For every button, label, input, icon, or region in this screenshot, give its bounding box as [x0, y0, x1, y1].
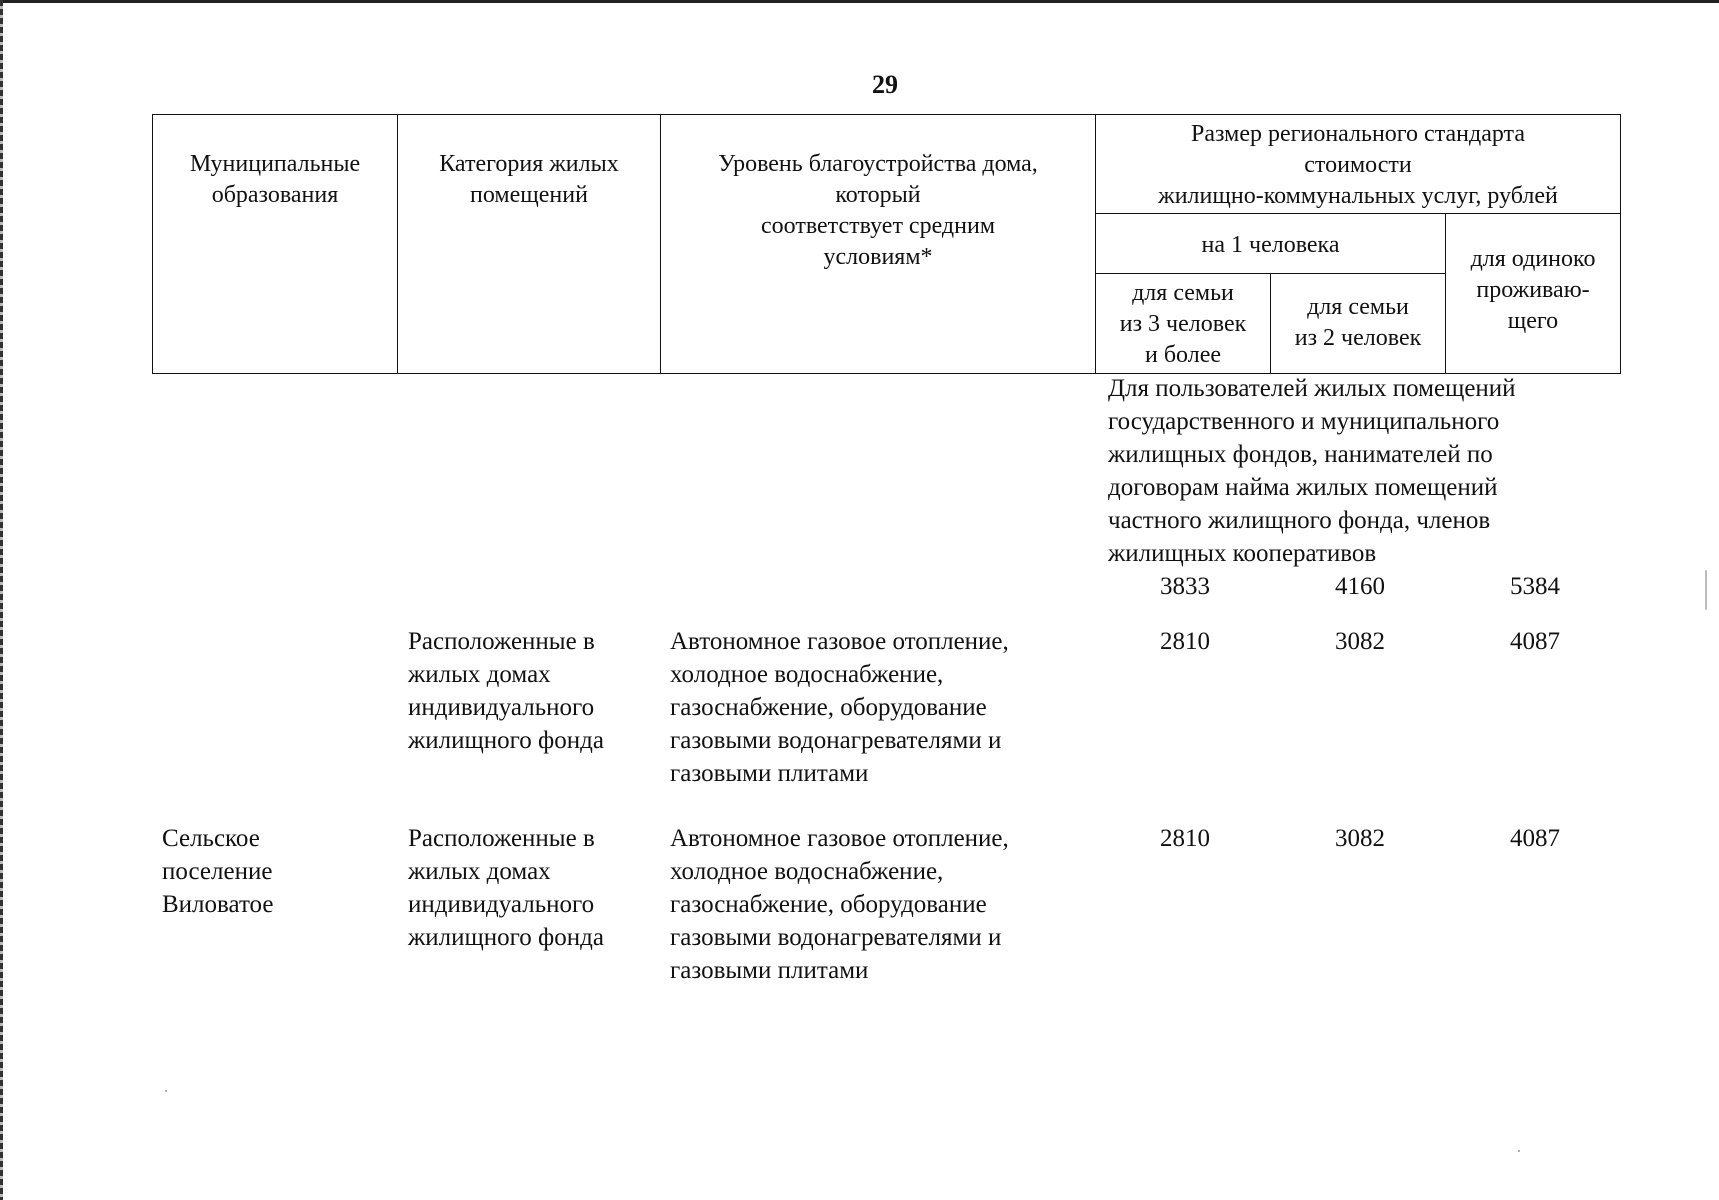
header-family3-line: для семьи [1132, 280, 1234, 306]
header-level-line: который [835, 182, 921, 208]
row-municipality [162, 822, 273, 921]
row-level-line: газовыми водонагревателями и [670, 924, 1002, 951]
header-family2 [1271, 274, 1446, 374]
header-per-person [1096, 214, 1446, 274]
row-municipality-line: поселение [162, 858, 273, 885]
scan-border-left [0, 0, 3, 1200]
row-level-line: холодное водоснабжение, [670, 858, 944, 885]
header-category-label: Категория жилых помещений [439, 151, 619, 208]
page-number: 29 [872, 70, 898, 99]
row-level-line: газовыми плитами [670, 957, 869, 984]
header-per-person-label: на 1 человека [1201, 232, 1340, 258]
users-value-family3: 3833 [1160, 573, 1210, 600]
row-category-line: жилищного фонда [408, 924, 604, 951]
header-size [1096, 115, 1621, 214]
row-level-line: газовыми плитами [670, 760, 869, 787]
users-note-line: жилищных кооперативов [1108, 540, 1377, 567]
users-note-line: жилищных фондов, нанимателей по [1108, 441, 1493, 468]
header-single-line: для одиноко [1470, 246, 1596, 272]
table-header [152, 114, 1621, 374]
row-level [670, 625, 1009, 790]
row-level-line: Автономное газовое отопление, [670, 628, 1009, 655]
row-category [408, 822, 604, 954]
row-category [408, 625, 604, 757]
header-family3-line: из 3 человек [1119, 311, 1247, 337]
header-level-line: соответствует средним [761, 213, 995, 239]
users-note-line: государственного и муниципального [1108, 408, 1500, 435]
users-note-line: договорам найма жилых помещений [1108, 474, 1498, 501]
header-municipal [153, 115, 398, 374]
header-level-line: условиям* [823, 244, 933, 270]
header-single-line: щего [1507, 308, 1559, 334]
header-level [661, 115, 1096, 374]
users-value-family2: 4160 [1335, 573, 1385, 600]
row-level-line: Автономное газовое отопление, [670, 825, 1009, 852]
row-level-line: газовыми водонагревателями и [670, 727, 1002, 754]
row-value-family2: 3082 [1335, 825, 1385, 852]
scan-speck [165, 1090, 167, 1092]
row-level-line: газоснабжение, оборудование [670, 694, 987, 721]
users-note-line: частного жилищного фонда, членов [1108, 507, 1491, 534]
users-note [1108, 372, 1516, 570]
row-level [670, 822, 1009, 987]
row-value-single: 4087 [1510, 628, 1560, 655]
scan-speck [1705, 570, 1707, 610]
row-municipality-line: Виловатое [162, 891, 274, 918]
row-category-line: Расположенные в [408, 628, 595, 655]
header-level-line: Уровень благоустройства дома, [718, 151, 1038, 177]
scan-border-top [0, 0, 1719, 3]
header-size-line: Размер регионального стандарта [1191, 121, 1525, 147]
scan-speck [1518, 1150, 1520, 1152]
header-single-line: проживаю- [1476, 277, 1590, 303]
header-category [398, 115, 661, 374]
row-value-family2: 3082 [1335, 628, 1385, 655]
header-family2-line: для семьи [1307, 294, 1409, 320]
header-single [1446, 214, 1621, 374]
row-value-single: 4087 [1510, 825, 1560, 852]
row-category-line: индивидуального [408, 891, 595, 918]
header-family3-line: и более [1144, 342, 1222, 368]
header-family3 [1096, 274, 1271, 374]
users-value-single: 5384 [1510, 573, 1560, 600]
header-municipal-label: Муниципальные образования [189, 151, 361, 208]
header-size-line: стоимости [1304, 152, 1412, 178]
row-level-line: холодное водоснабжение, [670, 661, 944, 688]
header-size-line: жилищно-коммунальных услуг, рублей [1158, 183, 1558, 209]
row-category-line: Расположенные в [408, 825, 595, 852]
row-category-line: жилых домах [408, 858, 551, 885]
users-note-line: Для пользователей жилых помещений [1108, 375, 1516, 402]
row-category-line: жилищного фонда [408, 727, 604, 754]
row-value-family3: 2810 [1160, 628, 1210, 655]
row-level-line: газоснабжение, оборудование [670, 891, 987, 918]
row-category-line: индивидуального [408, 694, 595, 721]
header-family2-line: из 2 человек [1294, 325, 1422, 351]
row-municipality-line: Сельское [162, 825, 260, 852]
row-category-line: жилых домах [408, 661, 551, 688]
row-value-family3: 2810 [1160, 825, 1210, 852]
